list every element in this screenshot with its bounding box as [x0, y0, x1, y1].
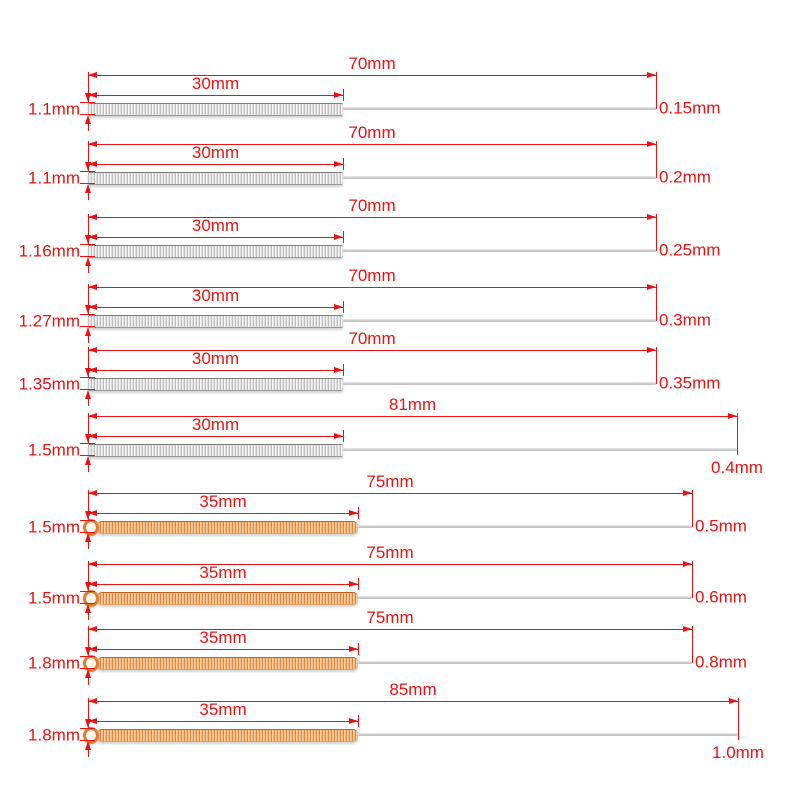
diameter-label: 1.1mm	[28, 99, 80, 119]
total-length-label: 75mm	[366, 472, 414, 491]
arrow-up-icon	[85, 741, 91, 750]
handle-length-label: 30mm	[191, 415, 240, 434]
diameter-label: 1.16mm	[18, 241, 80, 261]
diameter-tick-top-icon	[80, 728, 95, 729]
handle-length-label: 35mm	[199, 700, 247, 719]
diameter-arrow-stub	[88, 750, 89, 757]
handle-length-label: 30mm	[191, 216, 240, 235]
total-length-label: 75mm	[366, 543, 414, 562]
total-length-label: 70mm	[348, 54, 396, 73]
diameter-label: 1.1mm	[28, 168, 80, 188]
diameter-label: 1.27mm	[18, 311, 80, 331]
handle-length-label: 30mm	[191, 349, 240, 368]
tip-diameter-label: 0.6mm	[695, 587, 747, 607]
total-length-label: 81mm	[388, 395, 437, 414]
handle-end-extension-line	[358, 715, 359, 727]
diameter-label: 1.8mm	[28, 653, 80, 673]
tip-diameter-label: 0.15mm	[659, 98, 721, 118]
tip-diameter-label: 0.2mm	[659, 167, 711, 187]
total-length-label: 70mm	[348, 123, 396, 142]
handle-length-label: 30mm	[191, 143, 240, 162]
diameter-label: 1.5mm	[28, 440, 80, 460]
diameter-label: 1.35mm	[18, 374, 80, 394]
diameter-label: 1.5mm	[28, 588, 80, 608]
needle-shaft	[358, 733, 738, 736]
tip-diameter-label: 0.3mm	[659, 310, 711, 330]
tip-diameter-label: 0.5mm	[695, 516, 747, 536]
total-length-label: 75mm	[366, 608, 414, 627]
diameter-label: 1.8mm	[28, 725, 80, 745]
brush-handle-coil	[97, 729, 358, 742]
total-length-label: 70mm	[348, 329, 396, 348]
tip-diameter-label: 1.0mm	[712, 743, 764, 762]
tip-diameter-label: 0.35mm	[659, 373, 721, 393]
tip-diameter-label: 0.25mm	[659, 240, 721, 260]
tip-diameter-label: 0.4mm	[711, 458, 763, 477]
handle-length-label: 30mm	[191, 74, 240, 93]
tip-diameter-label: 0.8mm	[695, 652, 747, 672]
diameter-label: 1.5mm	[28, 517, 80, 537]
arrow-right-icon	[349, 718, 358, 724]
handle-length-label: 35mm	[199, 628, 247, 647]
total-length-label: 70mm	[348, 196, 396, 215]
arrow-left-icon	[88, 698, 97, 704]
handle-length-label: 30mm	[191, 286, 240, 305]
arrow-down-icon	[85, 719, 91, 728]
total-length-label: 85mm	[389, 680, 437, 699]
handle-length-label: 35mm	[199, 563, 247, 582]
total-length-label: 70mm	[348, 266, 396, 285]
right-extension-line	[738, 698, 739, 740]
arrow-right-icon	[729, 698, 738, 704]
handle-length-label: 35mm	[199, 492, 247, 511]
handle-length-dimension-line	[88, 721, 358, 722]
